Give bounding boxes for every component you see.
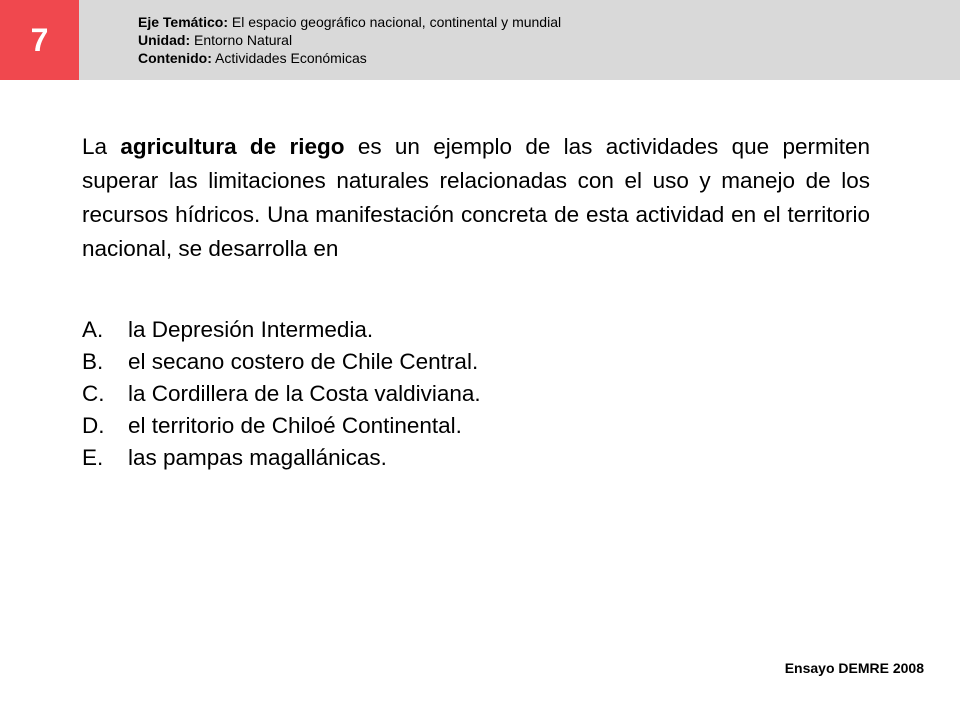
answer-options [82,314,882,474]
source-footer: Ensayo DEMRE 2008 [784,660,924,676]
unidad-line [138,31,561,49]
option-e[interactable] [82,442,882,474]
question-number-badge [0,0,79,80]
topic-metadata [138,13,561,67]
option-text: el secano costero de Chile Central. [128,349,479,374]
question-intro: La [82,134,121,159]
question-number: 7 [30,21,49,58]
option-a[interactable] [82,314,882,346]
option-letter: B. [82,349,104,374]
option-text: las pampas magallánicas. [128,445,387,470]
question-rest: es un ejemplo de las actividades que permiten superar las limitaciones naturales relacionadas con el uso y manejo de los recursos hídricos. Una manifestación concreta de esta actividad en el territorio nacional, se desarrolla en [82,134,870,261]
contenido-value: Actividades Económicas [211,50,367,66]
option-text: la Cordillera de la Costa valdiviana. [128,381,481,406]
unidad-label: Unidad: [138,32,191,48]
question-highlight: agricultura de riego [120,134,345,159]
unidad-value: Entorno Natural [190,32,293,48]
question-text [82,130,870,266]
option-letter: D. [82,413,105,438]
contenido-label: Contenido: [138,50,212,66]
option-letter: C. [82,381,105,406]
eje-tematico-value: El espacio geográfico nacional, continental y mundial [228,14,562,30]
option-letter: E. [82,445,104,470]
option-letter: A. [82,317,104,342]
option-text: el territorio de Chiloé Continental. [128,413,462,438]
option-c[interactable] [82,378,882,410]
eje-tematico-line [138,13,561,31]
option-d[interactable] [82,410,882,442]
option-text: la Depresión Intermedia. [128,317,374,342]
contenido-line [138,49,561,67]
option-b[interactable] [82,346,882,378]
eje-tematico-label: Eje Temático: [138,14,228,30]
